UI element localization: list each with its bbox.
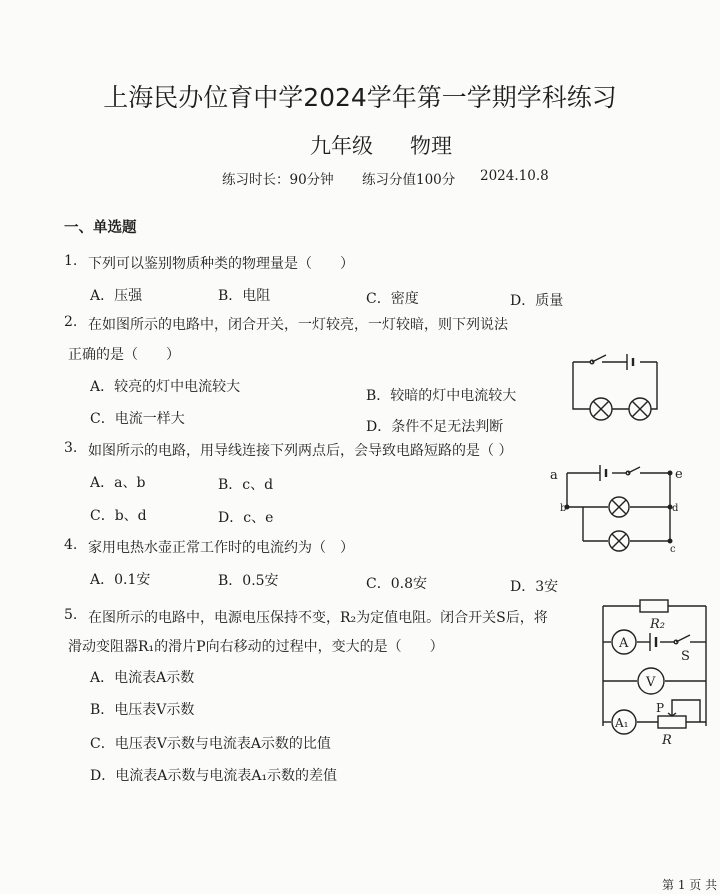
subject-label: 物理 — [410, 134, 452, 158]
q5-label-s: S — [681, 649, 690, 664]
q1-option-d: D．质量 — [510, 293, 564, 309]
question-2-number: 2. — [64, 314, 78, 330]
q5-option-a: A．电流表A示数 — [90, 670, 195, 686]
duration-info: 练习时长：90分钟 — [222, 172, 334, 188]
q3-point-c: c — [670, 544, 676, 555]
question-4-number: 4. — [64, 537, 78, 553]
q3-option-a: A．a、b — [90, 475, 146, 491]
q1-option-c: C．密度 — [366, 291, 419, 307]
q5-resistor-r2 — [640, 600, 668, 612]
question-5-text-line2: 滑动变阻器R₁的滑片P向右移动的过程中，变大的是（ ） — [68, 639, 444, 655]
q2-option-c: C．电流一样大 — [90, 411, 185, 427]
q5-option-d: D．电流表A示数与电流表A₁示数的差值 — [90, 768, 338, 784]
q5-option-b: B．电压表V示数 — [90, 702, 195, 718]
q4-option-c: C．0.8安 — [366, 576, 427, 592]
q3-option-c: C．b、d — [90, 508, 147, 524]
q3-option-d: D．c、e — [218, 510, 274, 526]
q5-battery — [650, 633, 656, 651]
question-4-text: 家用电热水壶正常工作时的电流约为（ ） — [88, 540, 354, 556]
question-1-text: 下列可以鉴别物质种类的物理量是（ ） — [88, 256, 354, 272]
q1-option-a: A．压强 — [90, 288, 143, 304]
question-5-text-line1: 在图所示的电路中，电源电压保持不变，R₂为定值电阻。闭合开关S后，将 — [88, 610, 548, 626]
grade-label: 九年级 — [310, 134, 373, 158]
question-3-number: 3. — [64, 440, 78, 456]
q2-option-a: A．较亮的灯中电流较大 — [90, 379, 241, 395]
q4-option-d: D．3安 — [510, 579, 559, 595]
q5-option-c: C．电压表V示数与电流表A示数的比值 — [90, 736, 331, 752]
q3-point-d: d — [672, 503, 679, 514]
q5-label-r2: R₂ — [650, 617, 665, 632]
q5-label-r: R — [662, 733, 672, 748]
section-heading: 一、单选题 — [64, 220, 137, 236]
q2-option-b: B．较暗的灯中电流较大 — [366, 388, 517, 404]
q5-label-p: P — [656, 701, 665, 715]
q5-label-v: V — [646, 675, 656, 690]
score-info: 练习分值100分 — [362, 172, 456, 188]
question-5-number: 5. — [64, 607, 78, 623]
q3-point-e: e — [675, 467, 683, 482]
q5-label-a: A — [619, 636, 629, 651]
question-2-text-line2: 正确的是（ ） — [68, 347, 180, 363]
q5-label-a1: A₁ — [615, 716, 629, 730]
q1-option-b: B．电阻 — [218, 288, 271, 304]
question-1-number: 1. — [64, 253, 78, 269]
q4-option-a: A．0.1安 — [90, 572, 151, 588]
q3-point-a: a — [550, 468, 558, 483]
date-info: 2024.10.8 — [480, 168, 549, 184]
q2-option-d: D．条件不足无法判断 — [366, 419, 504, 435]
question-3-text: 如图所示的电路，用导线连接下列两点后，会导致电路短路的是（ ） — [88, 443, 513, 459]
page-footer: 第 1 页 共 — [662, 878, 718, 892]
question-2-text-line1: 在如图所示的电路中，闭合开关，一灯较亮，一灯较暗，则下列说法 — [88, 317, 508, 333]
exam-title: 上海民办位育中学2024学年第一学期学科练习 — [103, 83, 617, 112]
q3-point-b: b — [560, 503, 567, 514]
q5-switch-s — [674, 635, 690, 644]
q3-option-b: B．c、d — [218, 477, 274, 493]
q4-option-b: B．0.5安 — [218, 573, 279, 589]
q5-rheostat-r — [658, 716, 686, 728]
